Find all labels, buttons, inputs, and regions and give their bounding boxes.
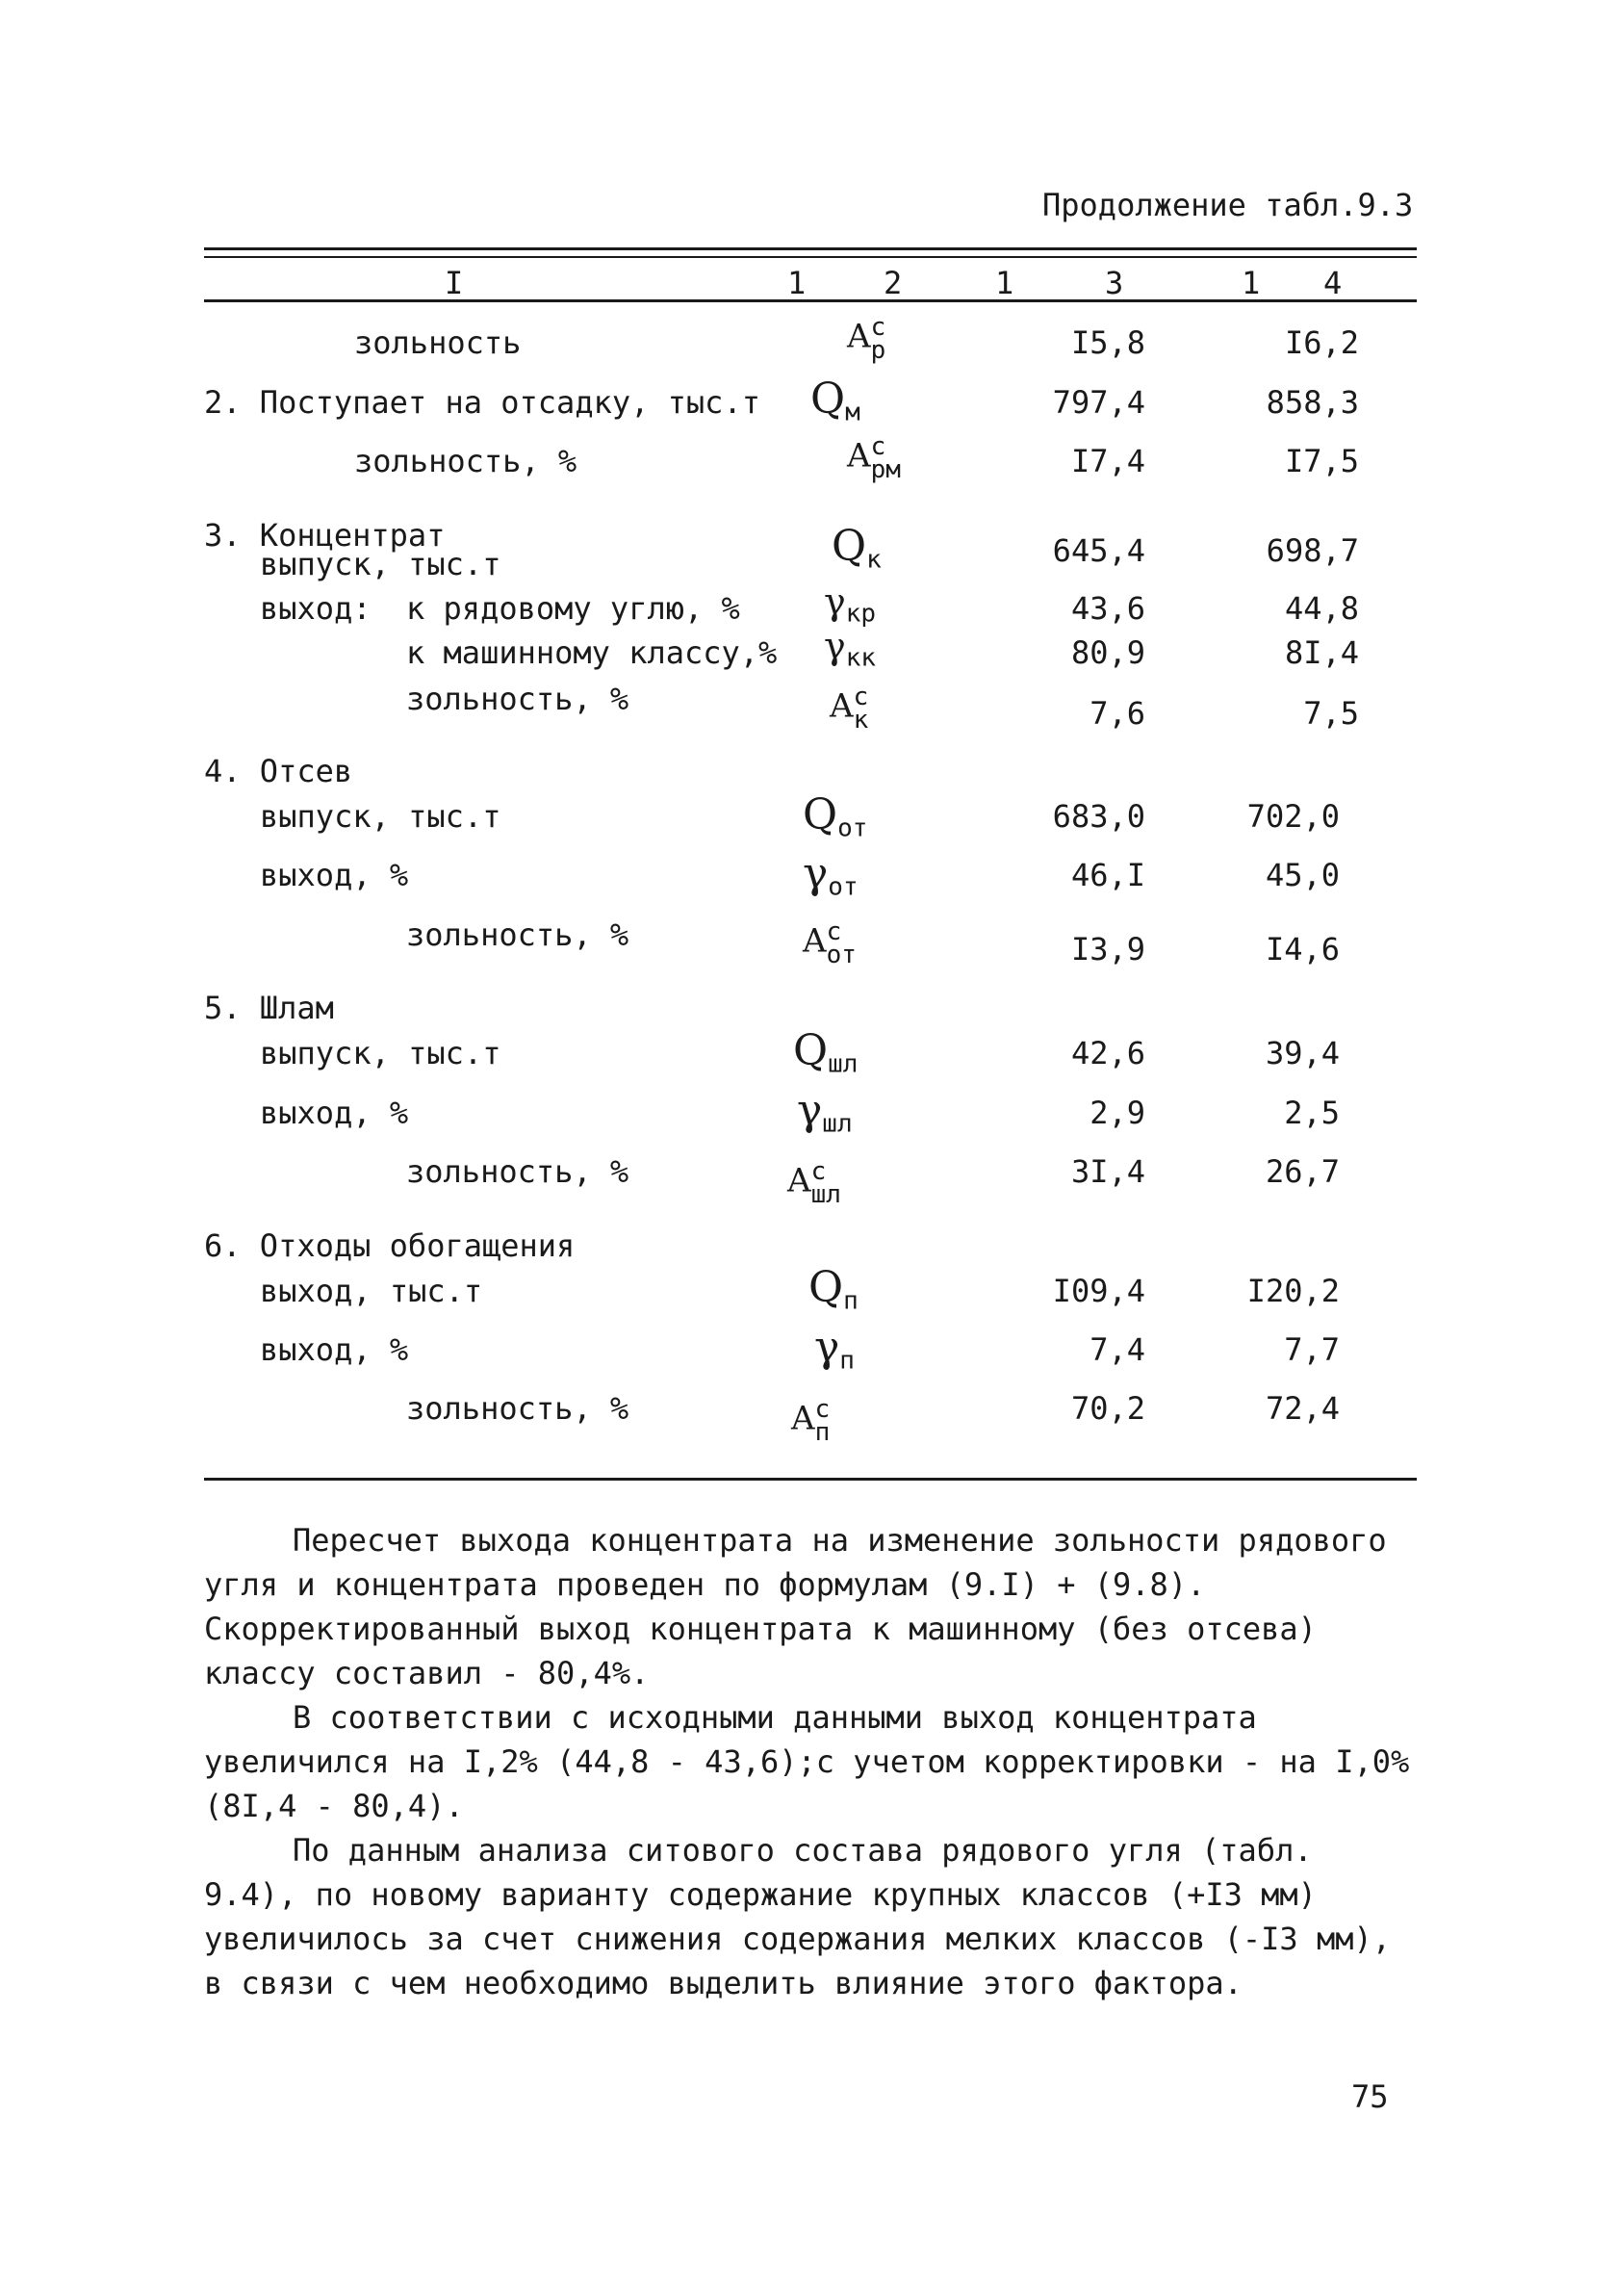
value-col-3: 2,9 [1089, 1095, 1145, 1131]
row-label: выход, % [260, 1331, 409, 1368]
row-symbol [793, 1026, 859, 1079]
symbol-subscript: п [839, 1346, 855, 1376]
symbol-subscript: к [866, 545, 882, 575]
symbol-base: Q [810, 374, 846, 424]
symbol-superscript: c [810, 1157, 827, 1186]
value-col-3: 797,4 [1052, 384, 1145, 421]
row-symbol [803, 849, 859, 902]
value-col-3: 43,6 [1070, 590, 1145, 627]
table-top-rule-2 [204, 256, 1417, 258]
column-header-4: 4 [1323, 265, 1343, 301]
row-label: выход, тыс.т [260, 1273, 483, 1309]
table-continuation-caption: Продолжение табл.9.3 [1042, 187, 1414, 223]
symbol-base: Q [793, 1026, 829, 1075]
value-col-4: I6,2 [1284, 324, 1359, 361]
row-symbol [847, 432, 901, 484]
value-col-3: 46,I [1070, 857, 1145, 893]
value-col-3: 645,4 [1052, 532, 1145, 569]
symbol-superscript: c [870, 432, 886, 461]
symbol-superscript: c [814, 1395, 831, 1424]
row-symbol [787, 1157, 841, 1209]
row-label: 2. Поступает на отсадку, тыс.т [204, 384, 760, 421]
symbol-base: A [830, 686, 854, 726]
column-separator: 1 [1242, 265, 1261, 301]
row-symbol [803, 790, 868, 843]
symbol-subscript: кр [845, 599, 877, 629]
symbol-subscript: м [845, 398, 860, 427]
row-label-line2: выпуск, тыс.т [260, 546, 501, 582]
value-col-3: 683,0 [1052, 798, 1145, 835]
symbol-subscript: п [843, 1286, 859, 1316]
row-symbol [824, 625, 877, 673]
row-symbol [810, 374, 860, 427]
value-col-4: 858,3 [1266, 384, 1359, 421]
table-top-rule [204, 247, 1417, 250]
symbol-base: A [787, 1161, 811, 1200]
row-symbol [832, 522, 882, 575]
page-number: 75 [1351, 2078, 1389, 2115]
row-symbol [830, 683, 869, 735]
value-col-4: 698,7 [1266, 532, 1359, 569]
value-col-4: 45,0 [1265, 857, 1340, 893]
value-col-3: I3,9 [1070, 931, 1145, 967]
value-col-4: I4,6 [1265, 931, 1340, 967]
value-col-4: 26,7 [1265, 1153, 1340, 1190]
row-label: к машинному классу,% [406, 634, 778, 671]
symbol-subscript: от [828, 872, 859, 902]
symbol-base: A [847, 317, 871, 356]
symbol-subscript: шл [810, 1180, 841, 1209]
value-col-3: I09,4 [1052, 1273, 1145, 1309]
symbol-subscript: шл [828, 1049, 859, 1079]
row-label: выход, % [260, 857, 409, 893]
symbol-subscript: от [837, 813, 868, 843]
value-col-3: 80,9 [1070, 634, 1145, 671]
section-label: 6. Отходы обогащения [204, 1227, 576, 1264]
column-separator: 1 [995, 265, 1014, 301]
value-col-4: 2,5 [1284, 1095, 1340, 1131]
symbol-subscript: п [814, 1418, 831, 1447]
row-symbol [808, 1263, 859, 1316]
row-symbol [824, 580, 877, 629]
symbol-subscript: р [870, 336, 886, 365]
symbol-subscript: от [826, 941, 857, 969]
value-col-3: 7,4 [1089, 1331, 1145, 1368]
symbol-superscript: c [870, 313, 886, 342]
value-col-4: 44,8 [1284, 590, 1359, 627]
row-label: зольность [354, 324, 522, 361]
symbol-base: A [791, 1399, 815, 1438]
symbol-base: Q [803, 790, 838, 839]
row-symbol [791, 1395, 831, 1447]
row-label: выпуск, тыс.т [260, 798, 501, 835]
symbol-subscript: шл [822, 1109, 853, 1139]
row-label: выпуск, тыс.т [260, 1035, 501, 1071]
row-label: к рядовому углю, % [406, 590, 740, 627]
section-label: 4. Отсев [204, 753, 353, 789]
symbol-base: γ [797, 1086, 823, 1135]
row-label: зольность, % [354, 443, 577, 479]
symbol-base: γ [824, 625, 846, 667]
column-header-1: I [445, 265, 464, 301]
body-paragraph: В соответствии с исходными данными выход концентрата увеличился на I,2% (44,8 - 43,6);с учетом корректировки - на I,0% (8I,4 - 80,4). [204, 1699, 1410, 1824]
symbol-superscript: c [853, 683, 869, 711]
value-col-3: 7,6 [1089, 695, 1145, 732]
value-col-3: I7,4 [1070, 443, 1145, 479]
row-label-prefix: выход: [260, 590, 372, 627]
value-col-4: 7,7 [1284, 1331, 1340, 1368]
value-col-4: I7,5 [1284, 443, 1359, 479]
row-symbol [797, 1086, 853, 1139]
symbol-base: γ [814, 1323, 840, 1372]
row-label: зольность, % [406, 1390, 629, 1427]
symbol-subscript: кк [845, 643, 877, 673]
value-col-3: 70,2 [1070, 1390, 1145, 1427]
row-label-line1: 3. Концентрат [204, 517, 446, 554]
column-header-3: 3 [1105, 265, 1124, 301]
column-separator: 1 [787, 265, 807, 301]
table-header-rule [204, 299, 1417, 302]
value-col-3: I5,8 [1070, 324, 1145, 361]
symbol-base: γ [824, 580, 846, 623]
value-col-4: 72,4 [1265, 1390, 1340, 1427]
symbol-base: A [847, 436, 871, 476]
body-paragraph: По данным анализа ситового состава рядового угля (табл. 9.4), по новому варианту содержание крупных классов (+I3 мм) увеличилось за счет снижения содержания мелких классов (-I3 мм), в связи с чем необходимо выделить влияние этого фактора. [204, 1832, 1391, 2001]
body-paragraph: Пересчет выхода концентрата на изменение зольности рядового угля и концентрата проведен по формулам (9.I) + (9.8). Скорректированный выход концентрата к машинному (без отсева) классу составил - 80,4%. [204, 1522, 1387, 1691]
row-label: зольность, % [406, 916, 629, 953]
value-col-3: 3I,4 [1070, 1153, 1145, 1190]
symbol-base: A [803, 921, 827, 961]
row-label: зольность, % [406, 1153, 629, 1190]
value-col-4: 8I,4 [1284, 634, 1359, 671]
column-header-2: 2 [884, 265, 903, 301]
value-col-4: 39,4 [1265, 1035, 1340, 1071]
symbol-superscript: c [826, 917, 842, 946]
symbol-base: γ [803, 849, 829, 898]
symbol-subscript: рм [870, 455, 901, 484]
section-label: 5. Шлам [204, 990, 334, 1026]
row-label: выход, % [260, 1095, 409, 1131]
table-bottom-rule [204, 1478, 1417, 1481]
value-col-4: 7,5 [1303, 695, 1359, 732]
symbol-subscript: к [853, 706, 869, 735]
row-symbol [803, 917, 857, 969]
value-col-4: I20,2 [1246, 1273, 1340, 1309]
value-col-4: 702,0 [1246, 798, 1340, 835]
symbol-base: Q [808, 1263, 844, 1312]
row-symbol [847, 313, 886, 365]
value-col-3: 42,6 [1070, 1035, 1145, 1071]
row-symbol [814, 1323, 855, 1376]
symbol-base: Q [832, 522, 867, 571]
row-label: зольность, % [406, 681, 629, 717]
